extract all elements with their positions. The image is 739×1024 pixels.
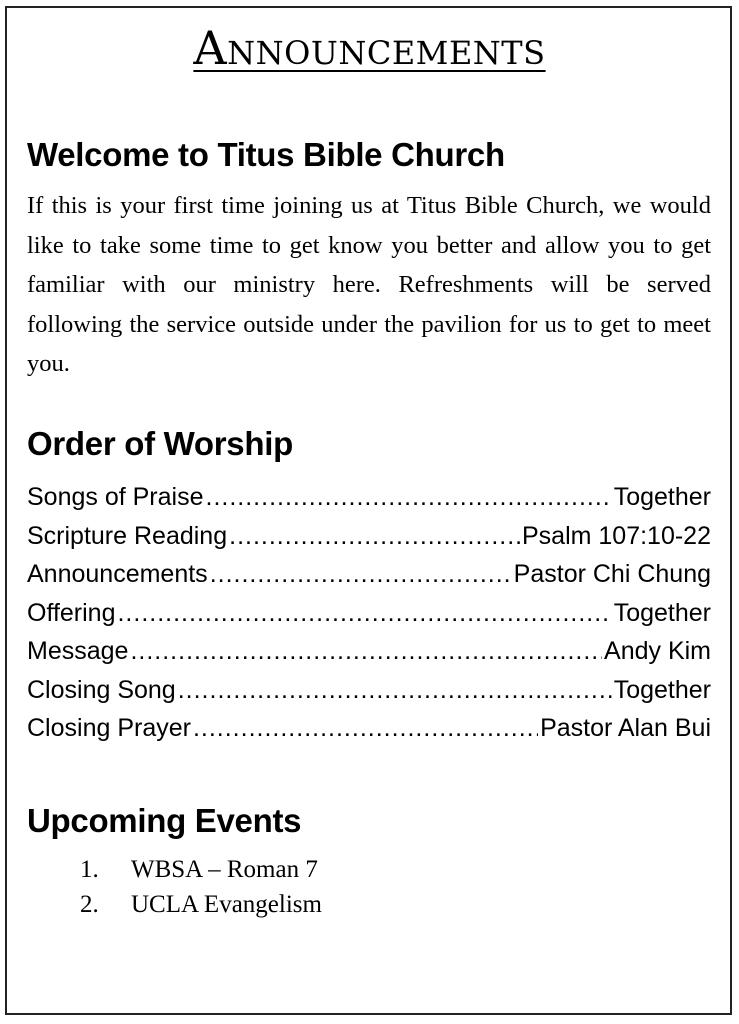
list-item-number: 1. — [80, 856, 99, 883]
list-item-number: 2. — [80, 891, 99, 918]
dot-leader — [229, 517, 520, 556]
upcoming-events-list — [80, 852, 322, 922]
list-item — [80, 887, 322, 922]
welcome-heading: Welcome to Titus Bible Church — [27, 136, 505, 173]
page-title-text: Announcements — [193, 21, 546, 75]
dot-leader — [210, 555, 512, 594]
order-of-worship-list — [27, 478, 711, 748]
order-item-message — [27, 632, 711, 671]
order-item-value: Andy Kim — [604, 637, 711, 665]
order-item-value: Together — [613, 675, 711, 704]
order-item-label: Scripture Reading — [27, 521, 228, 550]
order-item-value: Together — [613, 483, 711, 511]
order-item-label: Closing Prayer — [27, 714, 191, 742]
order-item-songs-of-praise — [27, 478, 711, 517]
order-item-label: Closing Song — [27, 675, 176, 704]
order-item-value: Pastor Chi Chung — [513, 560, 711, 588]
dot-leader — [206, 478, 612, 517]
order-item-value: Pastor Alan Bui — [540, 714, 711, 742]
dot-leader — [178, 671, 612, 710]
order-item-scripture-reading — [27, 517, 711, 556]
order-item-label: Message — [27, 637, 129, 665]
order-item-label: Songs of Praise — [27, 483, 204, 511]
order-of-worship-heading: Order of Worship — [27, 425, 293, 462]
dot-leader — [130, 632, 602, 671]
order-item-value: Together — [613, 598, 711, 627]
dot-leader — [193, 709, 538, 748]
list-item-text: UCLA Evangelism — [131, 891, 322, 918]
order-item-label: Offering — [27, 598, 116, 627]
order-item-closing-prayer — [27, 709, 711, 748]
page-title — [0, 20, 739, 76]
upcoming-events-heading: Upcoming Events — [27, 802, 302, 839]
order-item-announcements — [27, 555, 711, 594]
dot-leader — [117, 594, 611, 633]
list-item — [80, 852, 322, 887]
welcome-paragraph: If this is your first time joining us at Titus Bible Church, we would like to take some time to get know you better and allow you to get familiar with our ministry here. Refreshments will be served following the service outside under the pavilion for us to get to meet you. — [27, 192, 711, 377]
order-item-label: Announcements — [27, 560, 208, 588]
order-item-value: Psalm 107:10-22 — [521, 521, 711, 550]
list-item-text: WBSA – Roman 7 — [131, 856, 318, 883]
order-item-offering — [27, 594, 711, 633]
order-item-closing-song — [27, 671, 711, 710]
